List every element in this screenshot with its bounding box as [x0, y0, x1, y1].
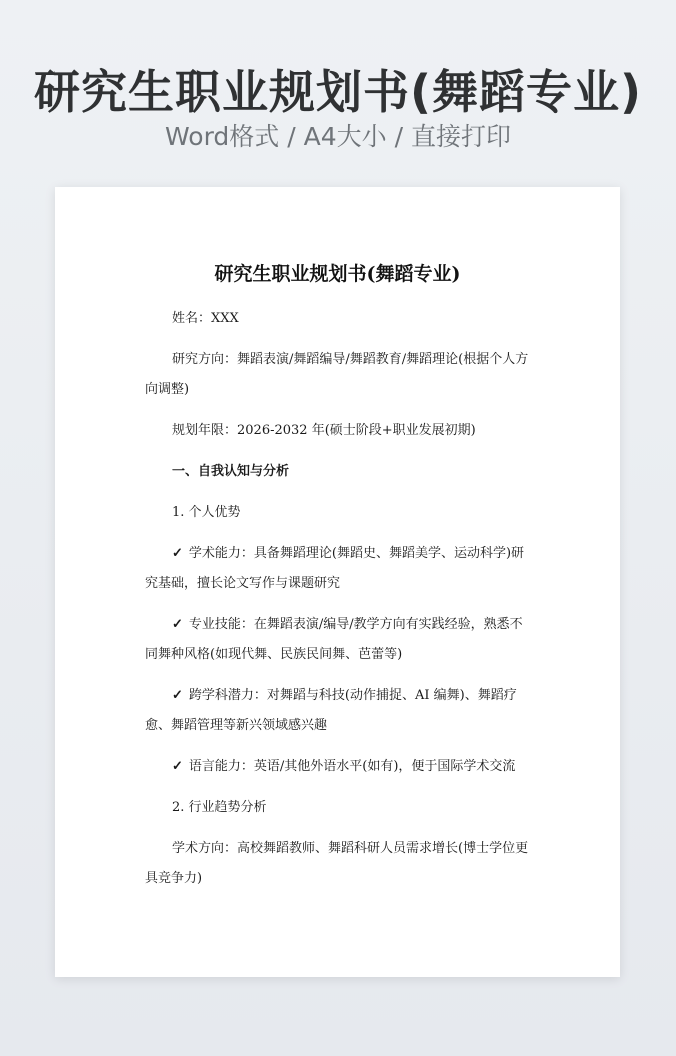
subsection-heading: 1. 个人优势	[172, 505, 241, 520]
planning-period-paragraph: 规划年限：2026-2032 年(硕士阶段+职业发展初期)	[172, 423, 476, 438]
bullet-text: 语言能力：英语/其他外语水平(如有)，便于国际学术交流	[188, 759, 516, 774]
bullet-text: 学术能力：具备舞蹈理论(舞蹈史、舞蹈美学、运动科学)研究基础，擅长论文写作与课题研究	[145, 546, 525, 591]
research-direction-paragraph: 研究方向：舞蹈表演/舞蹈编导/舞蹈教育/舞蹈理论(根据个人方向调整)	[145, 352, 529, 397]
bullet-paragraph	[145, 610, 530, 670]
bullet-paragraph	[145, 681, 530, 741]
document-title: 研究生职业规划书(舞蹈专业)	[214, 263, 461, 285]
checkmark-icon: ✓	[172, 759, 183, 774]
bullet-paragraph	[145, 752, 530, 782]
document-body	[145, 304, 530, 905]
document-page	[55, 187, 620, 977]
bullet-paragraph	[145, 539, 530, 599]
checkmark-icon: ✓	[172, 688, 183, 703]
banner-title: 研究生职业规划书(舞蹈专业)	[33, 65, 643, 119]
section-heading: 一、自我认知与分析	[172, 464, 290, 479]
checkmark-icon: ✓	[172, 546, 183, 561]
subsection-heading: 2. 行业趋势分析	[172, 800, 267, 815]
name-line: 姓名：XXX	[172, 311, 239, 326]
bullet-text: 专业技能：在舞蹈表演/编导/教学方向有实践经验，熟悉不同舞种风格(如现代舞、民族民间舞、芭蕾等)	[145, 617, 523, 662]
trend-paragraph: 学术方向：高校舞蹈教师、舞蹈科研人员需求增长(博士学位更具竞争力)	[145, 841, 529, 886]
banner-subtitle: Word格式 / A4大小 / 直接打印	[165, 122, 511, 151]
bullet-text: 跨学科潜力：对舞蹈与科技(动作捕捉、AI 编舞)、舞蹈疗愈、舞蹈管理等新兴领域感兴趣	[145, 688, 517, 733]
checkmark-icon: ✓	[172, 617, 183, 632]
